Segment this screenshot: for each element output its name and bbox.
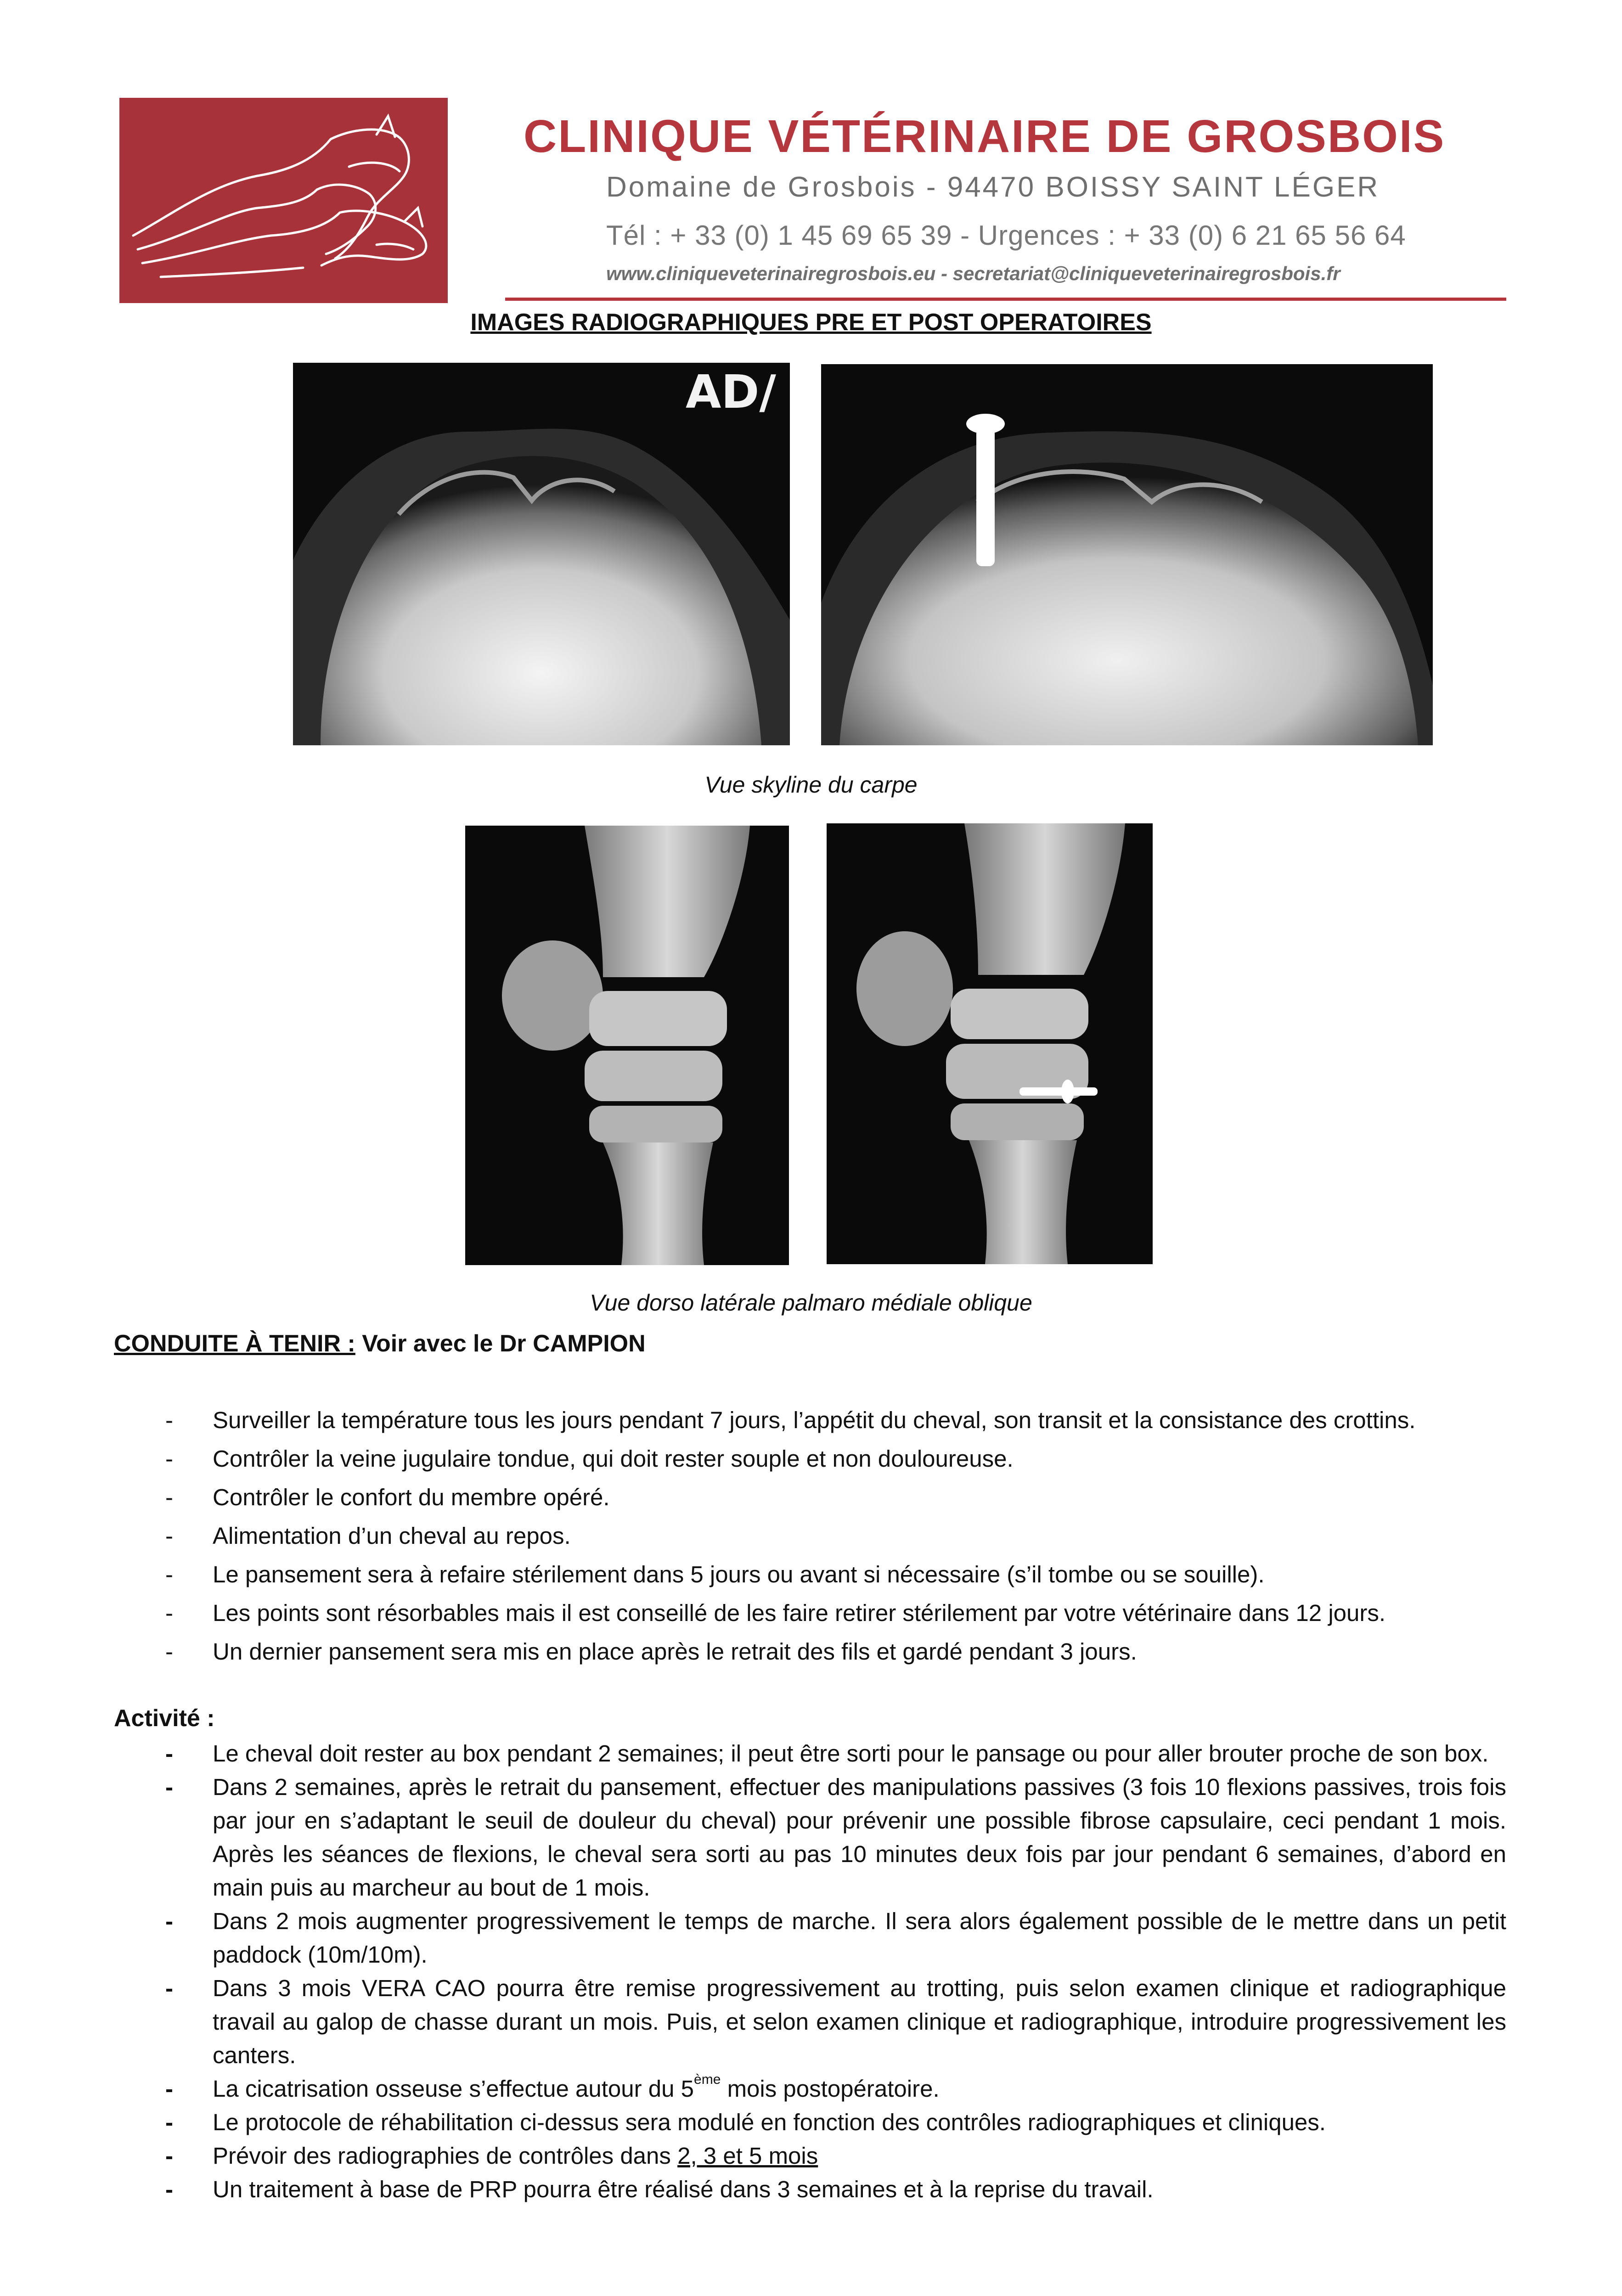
list-item-text: Dans 3 mois VERA CAO pourra être remise progressivement au trotting, puis selon examen clinique et radiographique travail au galop de chasse durant un mois. Puis, et selon examen clinique et radiographique, introduire progressivement les canters. [213, 1975, 1506, 2068]
xray-skyline-postop [821, 364, 1433, 745]
clinic-address: Domaine de Grosbois - 94470 BOISSY SAINT LÉGER [606, 171, 1380, 203]
list-item [114, 2172, 1506, 2206]
list-item-text: Contrôler le confort du membre opéré. [213, 1484, 610, 1510]
list-item-text: Contrôler la veine jugulaire tondue, qui doit rester souple et non douloureuse. [213, 1446, 1014, 1472]
list-dash: - [165, 2176, 173, 2202]
list-item [114, 2139, 1506, 2172]
xray-oblique-preop [465, 826, 789, 1265]
header-rule [505, 298, 1506, 301]
list-dash: - [165, 1740, 173, 1767]
list-item-text: mois postopératoire. [721, 2076, 940, 2102]
list-item [114, 1442, 1506, 1475]
list-dash: - [165, 2076, 173, 2102]
list-dash: - [165, 1600, 173, 1626]
xray-skyline-preop [293, 363, 790, 745]
horse-heads-logo-icon [119, 98, 448, 303]
section-conduite-heading [114, 1330, 646, 1357]
clinic-web-email: www.cliniqueveterinairegrosbois.eu - secretariat@cliniqueveterinairegrosbois.fr [606, 263, 1340, 284]
list-dash: - [165, 1975, 173, 2001]
list-dash: - [165, 1523, 173, 1549]
list-item-text: Dans 2 semaines, après le retrait du pansement, effectuer des manipulations passives (3 fois 10 flexions passives, trois fois par jour en s’adaptant le seuil de douleur du cheval) pour prévenir une possible fibrose capsulaire, ceci pendant 1 mois. Après les séances de flexions, le cheval sera sorti au pas 10 minutes deux fois par jour pendant 6 semaines, d’abord en main puis au marcheur au bout de 1 mois. [213, 1774, 1506, 1901]
clinic-name: CLINIQUE VÉTÉRINAIRE DE GROSBOIS [524, 111, 1446, 162]
list-item [114, 1904, 1506, 1971]
caption-oblique: Vue dorso latérale palmaro médiale oblique [590, 1290, 1032, 1316]
list-item [114, 1519, 1506, 1553]
list-item-text: Alimentation d’un cheval au repos. [213, 1523, 571, 1549]
clinic-logo [119, 98, 448, 303]
list-item-text: La cicatrisation osseuse s’effectue autour du 5 [213, 2076, 694, 2102]
list-dash: - [165, 1407, 173, 1433]
list-dash: - [165, 1484, 173, 1510]
list-item [114, 1480, 1506, 1514]
conduite-rest: Voir avec le Dr CAMPION [355, 1330, 646, 1357]
list-item-text: Prévoir des radiographies de contrôles dans [213, 2143, 678, 2169]
caption-skyline: Vue skyline du carpe [704, 772, 918, 798]
list-item-text: Le protocole de réhabilitation ci-dessus sera modulé en fonction des contrôles radiographiques et cliniques. [213, 2109, 1326, 2135]
list-item [114, 2105, 1506, 2139]
list-dash: - [165, 1908, 173, 1934]
list-item [114, 1770, 1506, 1904]
list-item-text: Dans 2 mois augmenter progressivement le temps de marche. Il sera alors également possible de le mettre dans un petit paddock (10m/10m). [213, 1908, 1506, 1968]
xray-oblique-postop [827, 823, 1153, 1264]
list-item-text: Le pansement sera à refaire stérilement dans 5 jours ou avant si nécessaire (s’il tombe ou se souille). [213, 1561, 1265, 1587]
document-title: IMAGES RADIOGRAPHIQUES PRE ET POST OPERATOIRES [470, 309, 1152, 336]
list-dash: - [165, 1446, 173, 1472]
list-item [114, 1635, 1506, 1668]
list-item [114, 2072, 1506, 2105]
list-dash: - [165, 1774, 173, 1800]
xray-marker-label: AD/ [686, 365, 776, 419]
activite-list [114, 1737, 1506, 2206]
list-item-text: Les points sont résorbables mais il est conseillé de les faire retirer stérilement par votre vétérinaire dans 12 jours. [213, 1600, 1386, 1626]
list-item-text: Un traitement à base de PRP pourra être réalisé dans 3 semaines et à la reprise du travail. [213, 2176, 1154, 2202]
list-dash: - [165, 1561, 173, 1587]
superscript: ème [694, 2072, 721, 2087]
list-dash: - [165, 2143, 173, 2169]
list-dash: - [165, 1638, 173, 1665]
section-activite-heading: Activité : [114, 1705, 215, 1732]
list-item [114, 1558, 1506, 1591]
list-item-text: Un dernier pansement sera mis en place après le retrait des fils et gardé pendant 3 jours. [213, 1638, 1137, 1665]
list-item [114, 1971, 1506, 2072]
list-item-text: Le cheval doit rester au box pendant 2 semaines; il peut être sorti pour le pansage ou pour aller brouter proche de son box. [213, 1740, 1489, 1767]
conduite-label: CONDUITE À TENIR : [114, 1330, 355, 1357]
list-item [114, 1596, 1506, 1630]
list-item [114, 1403, 1506, 1437]
underlined-schedule: 2, 3 et 5 mois [677, 2143, 818, 2169]
conduite-list [114, 1403, 1506, 1673]
list-dash: - [165, 2109, 173, 2135]
clinic-phone: Tél : + 33 (0) 1 45 69 65 39 - Urgences : + 33 (0) 6 21 65 56 64 [606, 220, 1406, 251]
list-item-text: Surveiller la température tous les jours pendant 7 jours, l’appétit du cheval, son transit et la consistance des crottins. [213, 1407, 1416, 1433]
list-item [114, 1737, 1506, 1770]
